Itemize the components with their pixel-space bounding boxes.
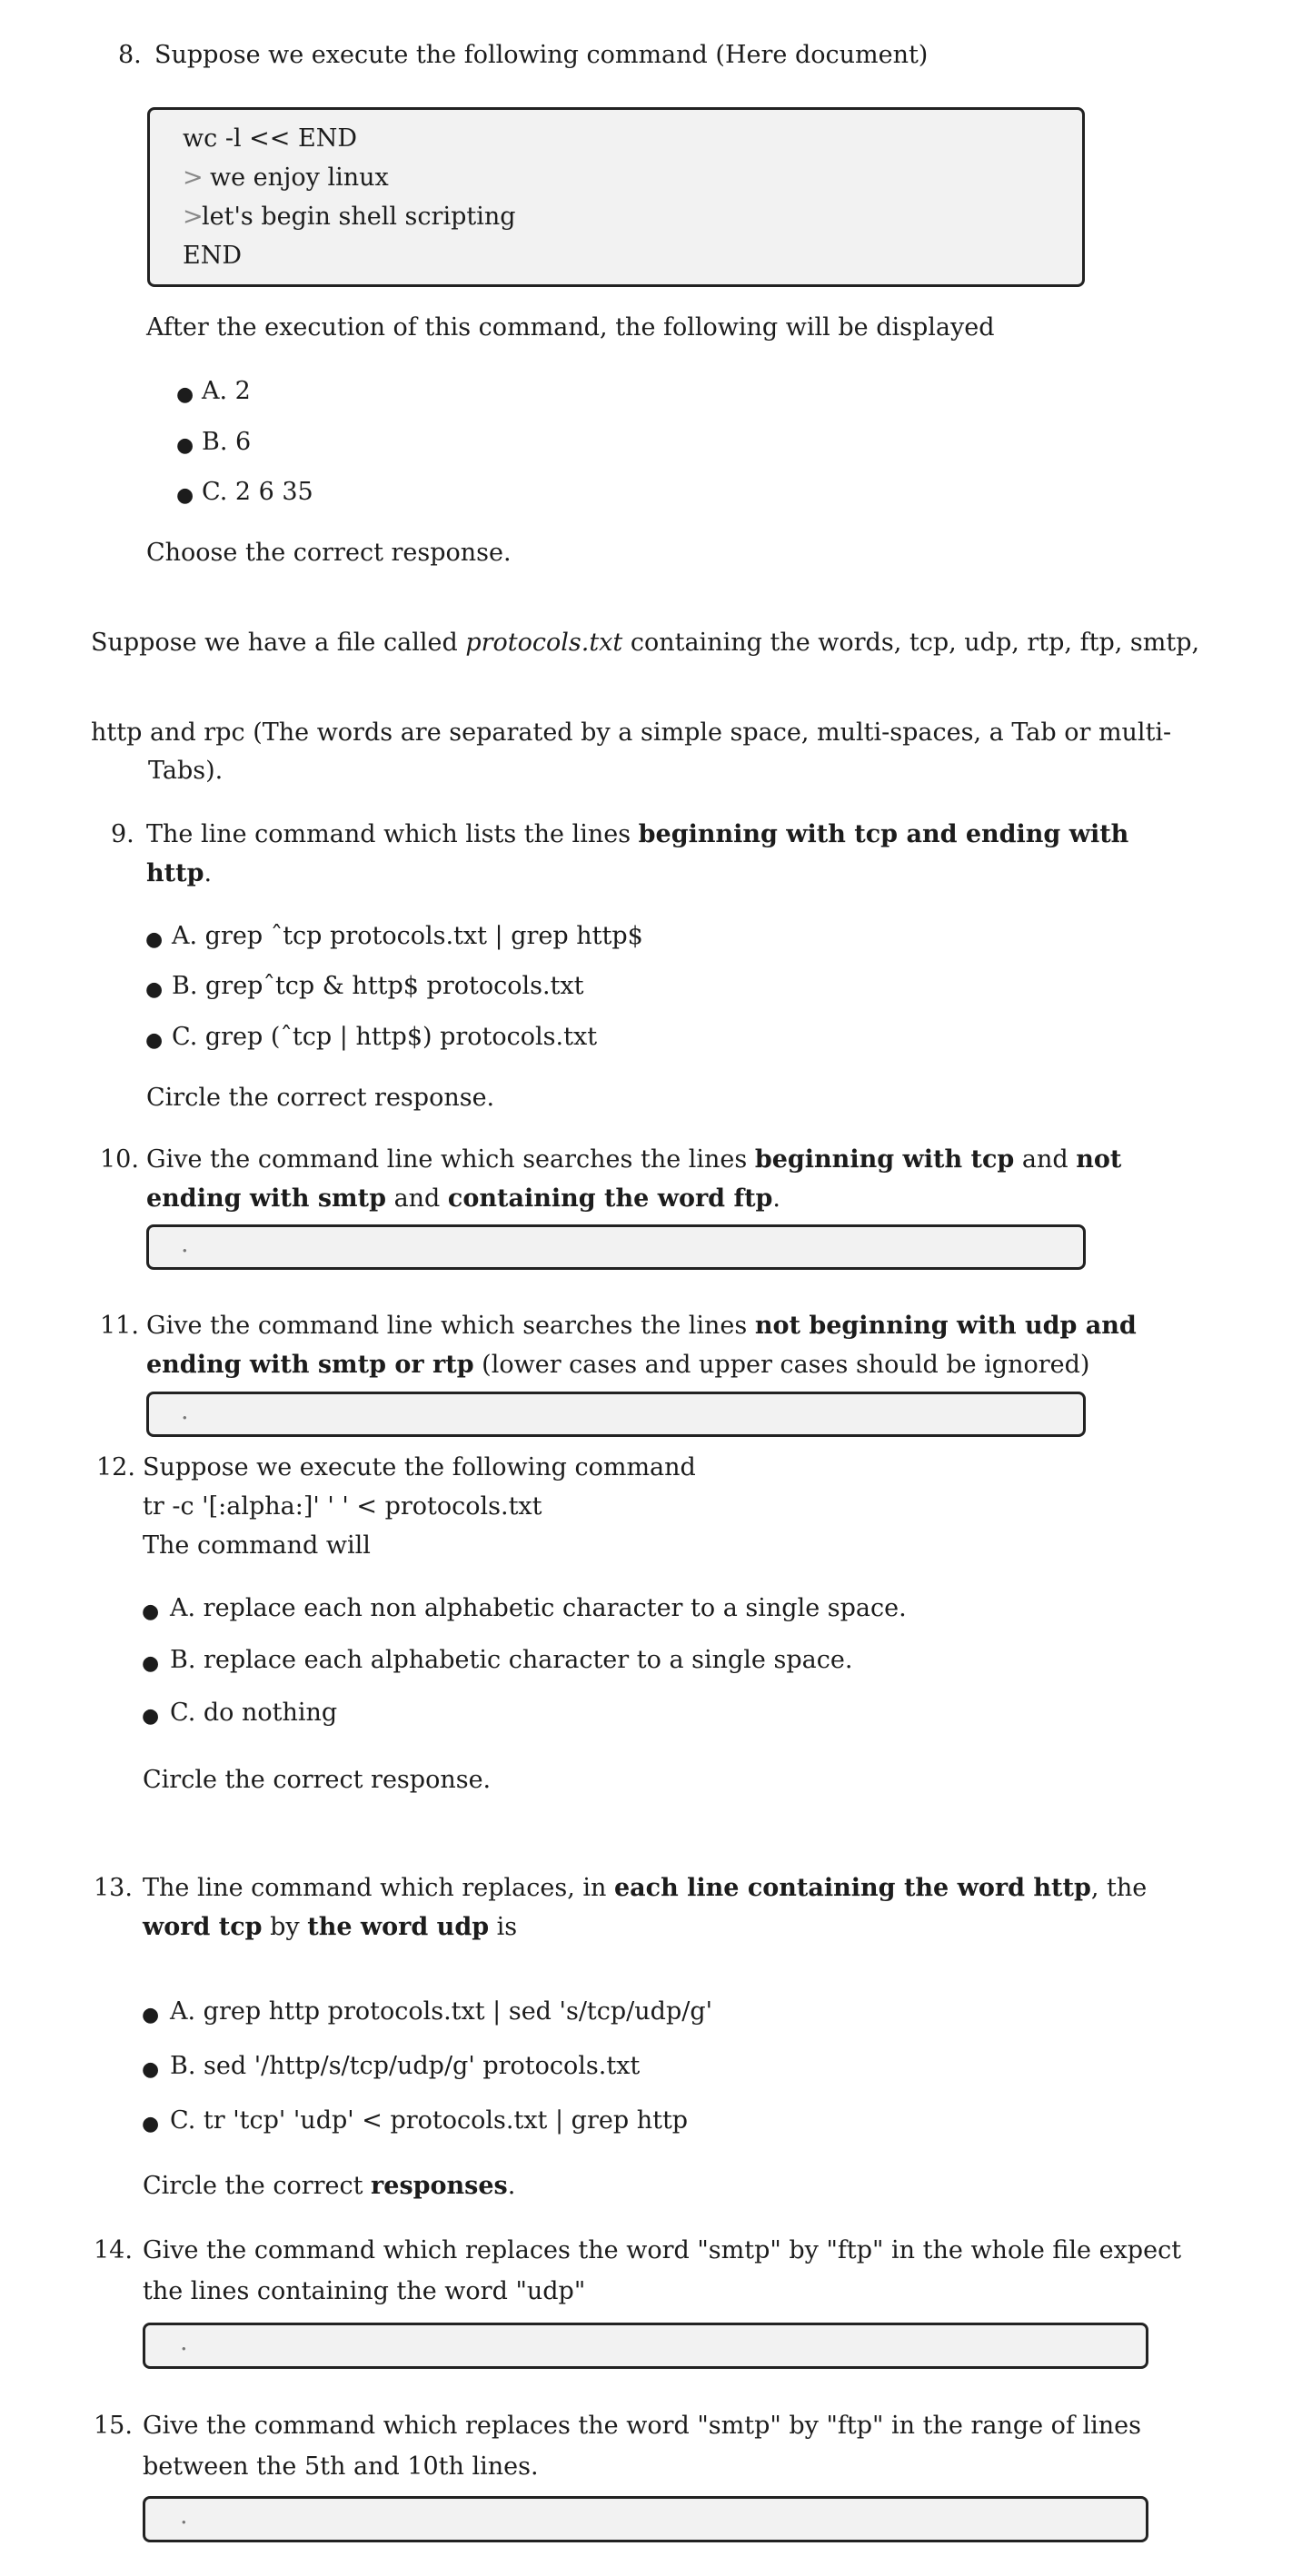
- q12-option-b: B. replace each alphabetic character to a single space.: [170, 1646, 853, 1674]
- q10-text-line-1: Give the command line which searches the lines beginning with tcp and not: [146, 1145, 1122, 1174]
- file-name: protocols.txt: [465, 629, 623, 657]
- q8-option-a: A. 2: [202, 377, 251, 405]
- q12-number: 12.: [96, 1453, 135, 1481]
- q13-number: 13.: [94, 1874, 133, 1902]
- bullet-icon: ●: [176, 484, 194, 507]
- q13-option-a: A. grep http protocols.txt | sed 's/tcp/udp/g': [170, 1997, 713, 2026]
- q10-answer-mark: .: [181, 1230, 189, 1258]
- bullet-icon: ●: [142, 1600, 160, 1623]
- q8-code-line-3: let's begin shell scripting: [202, 203, 516, 231]
- context-line-3: Tabs).: [148, 757, 224, 785]
- bullet-icon: ●: [145, 1029, 164, 1052]
- bullet-icon: ●: [142, 1652, 160, 1675]
- q12-command: tr -c '[:alpha:]' ' ' < protocols.txt: [143, 1492, 542, 1521]
- q11-number: 11.: [100, 1312, 139, 1340]
- bullet-icon: ●: [145, 928, 164, 951]
- q11-text-line-2: ending with smtp or rtp (lower cases and upper cases should be ignored): [146, 1351, 1090, 1379]
- q12-lead: The command will: [143, 1531, 371, 1560]
- q14-text-line-1: Give the command which replaces the word "smtp" by "ftp" in the whole file expect: [143, 2236, 1182, 2264]
- q15-answer-mark: .: [180, 2502, 188, 2530]
- q10-number: 10.: [100, 1145, 139, 1174]
- q13-text-line-1: The line command which replaces, in each line containing the word http, the: [143, 1874, 1148, 1902]
- q12-intro: Suppose we execute the following command: [143, 1453, 696, 1481]
- q12-option-c: C. do nothing: [170, 1699, 338, 1727]
- q11-text-line-1: Give the command line which searches the lines not beginning with udp and: [146, 1312, 1137, 1340]
- q13-instruction: Circle the correct responses.: [143, 2172, 516, 2200]
- q11-answer-box[interactable]: [146, 1392, 1086, 1437]
- q9-text-line-1: The line command which lists the lines beginning with tcp and ending with: [146, 820, 1129, 848]
- q8-code-line-1: wc -l << END: [183, 124, 357, 153]
- q8-option-b: B. 6: [202, 428, 252, 456]
- q12-option-a: A. replace each non alphabetic character to a single space.: [170, 1594, 907, 1622]
- context-line-1: Suppose we have a file called protocols.txt containing the words, tcp, udp, rtp, ftp, smtp,: [91, 629, 1200, 657]
- q13-option-c: C. tr 'tcp' 'udp' < protocols.txt | grep http: [170, 2106, 689, 2135]
- q8-prompt-1: >: [183, 163, 204, 192]
- q8-code-line-4: END: [183, 242, 242, 270]
- q8-after-text: After the execution of this command, the following will be displayed: [146, 313, 995, 342]
- context-line-2: http and rpc (The words are separated by a simple space, multi-spaces, a Tab or multi-: [91, 718, 1172, 747]
- bullet-icon: ●: [142, 2113, 160, 2135]
- q15-text-line-2: between the 5th and 10th lines.: [143, 2452, 539, 2481]
- bullet-icon: ●: [142, 2058, 160, 2081]
- q14-text-line-2: the lines containing the word "udp": [143, 2277, 586, 2305]
- q14-number: 14.: [94, 2236, 133, 2264]
- q8-option-c: C. 2 6 35: [202, 478, 313, 506]
- q13-option-b: B. sed '/http/s/tcp/udp/g' protocols.txt: [170, 2052, 641, 2080]
- q9-option-c: C. grep (ˆtcp | http$) protocols.txt: [172, 1023, 598, 1051]
- q14-answer-mark: .: [180, 2328, 188, 2356]
- q15-text-line-1: Give the command which replaces the word "smtp" by "ftp" in the range of lines: [143, 2412, 1142, 2440]
- q13-text-line-2: word tcp by the word udp is: [143, 1913, 518, 1941]
- q8-prompt-2: >: [183, 203, 204, 231]
- q8-code-block: [147, 107, 1085, 287]
- bullet-icon: ●: [145, 978, 164, 1001]
- q9-option-b: B. grepˆtcp & http$ protocols.txt: [172, 972, 584, 1000]
- q10-text-line-2: ending with smtp and containing the word ftp.: [146, 1184, 781, 1213]
- q9-instruction: Circle the correct response.: [146, 1084, 495, 1112]
- bullet-icon: ●: [176, 383, 194, 406]
- bullet-icon: ●: [142, 1705, 160, 1728]
- q15-answer-box[interactable]: [143, 2496, 1148, 2542]
- q14-answer-box[interactable]: [143, 2323, 1148, 2369]
- q8-number: 8.: [118, 41, 142, 69]
- q15-number: 15.: [94, 2412, 133, 2440]
- q8-intro: Suppose we execute the following command (Here document): [154, 41, 929, 69]
- q9-number: 9.: [111, 820, 134, 848]
- q8-code-line-2: we enjoy linux: [210, 163, 389, 192]
- q11-answer-mark: .: [181, 1397, 189, 1425]
- q10-answer-box[interactable]: [146, 1224, 1086, 1270]
- q9-option-a: A. grep ˆtcp protocols.txt | grep http$: [172, 922, 643, 950]
- q12-instruction: Circle the correct response.: [143, 1766, 492, 1794]
- q9-text-line-2: http.: [146, 859, 213, 887]
- bullet-icon: ●: [142, 2004, 160, 2026]
- bullet-icon: ●: [176, 434, 194, 457]
- q8-instruction: Choose the correct response.: [146, 539, 512, 567]
